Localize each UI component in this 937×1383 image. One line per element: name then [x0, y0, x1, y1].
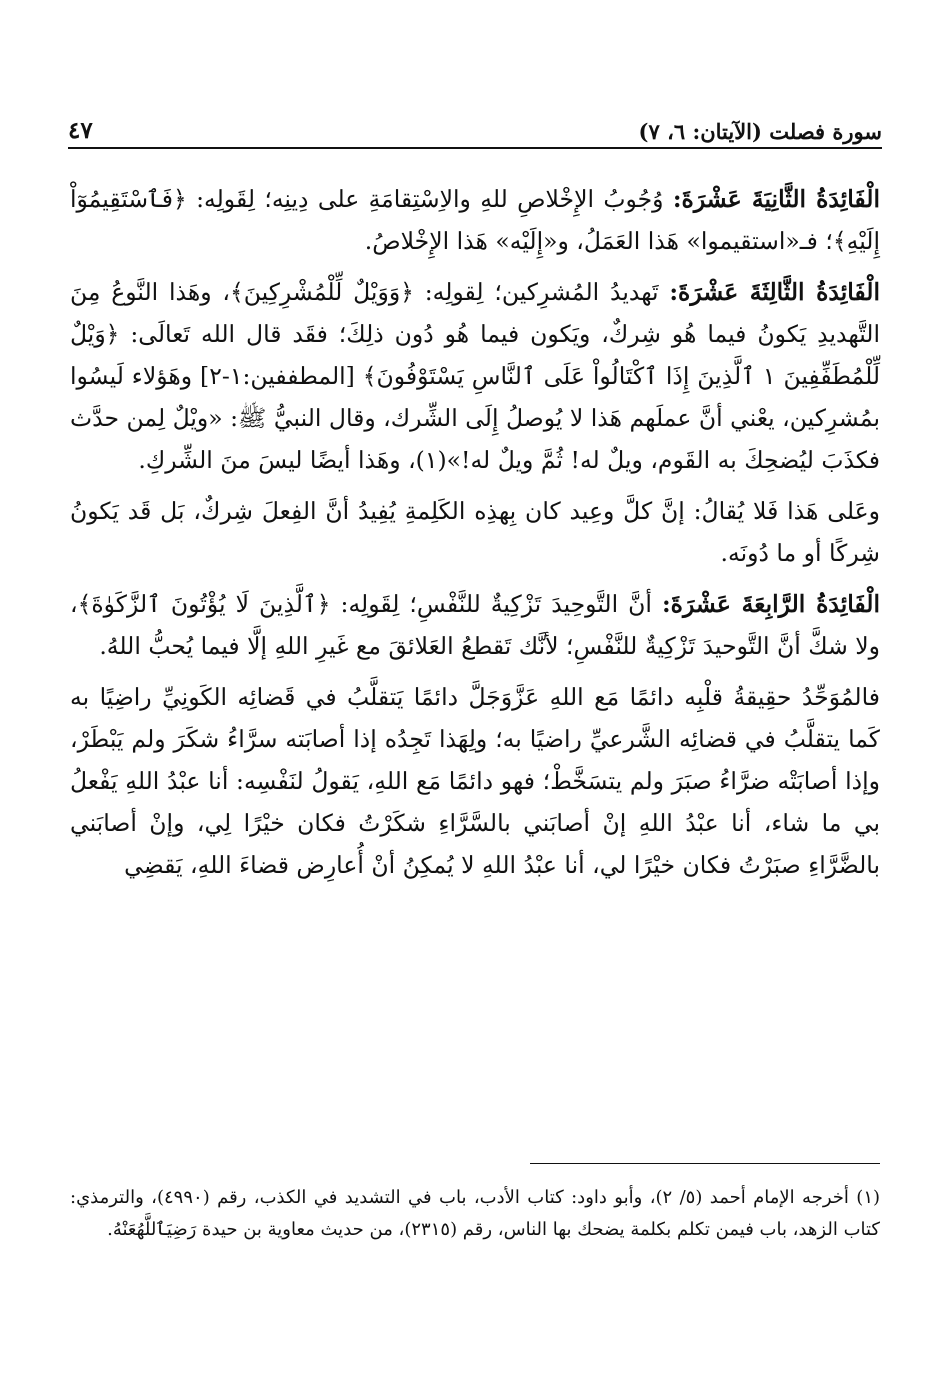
header-divider [68, 147, 882, 149]
paragraph-benefit-13 [70, 271, 880, 481]
paragraph-note [70, 490, 880, 574]
page-header [68, 114, 882, 144]
paragraph-continuation [70, 676, 880, 886]
paragraph-text: وعَلى هَذا فَلا يُقالُ: إنَّ كلَّ وعِيد كان بِهذِه الكَلِمةِ يُفِيدُ أنَّ الفِعلَ شِركٌ، بَل قَد يَكونُ شِركًا أو ما دُونَه. [70, 497, 880, 567]
paragraph-text: تَهديدُ المُشرِكين؛ لِقولِه: ﴿وَوَيْلٌ لِّلْمُشْرِكِينَ﴾، وهَذا النَّوعُ مِنَ التَّهديدِ يَكونُ فيما هُو شِركٌ، ويَكون فيما هُو دُون ذلِكَ؛ فقَد قال الله تَعالَى: ﴿وَيْلٌ لِّلْمُطَفِّفِينَ ١ ٱلَّذِينَ إِذَا ٱكْتَالُواْ عَلَى ٱلنَّاسِ يَسْتَوْفُونَ﴾ [المطففين:١-٢] وهَؤلاء لَيسُوا بمُشرِكين، يعْني أنَّ عملَهم هَذا لا يُوصلُ إِلَى الشِّرك، وقال النبيُّ ﷺ: «ويْلٌ لِمن حدَّث فكذَبَ ليُضحِكَ به القَوم، ويلٌ له! ثُمَّ ويلٌ له!»(١)، وهَذا أيضًا ليسَ منَ الشِّركِ. [70, 278, 881, 474]
footnote-1: (١) أخرجه الإمام أحمد (٥/ ٢)، وأبو داود: كتاب الأدب، باب في التشديد في الكذب، رقم (٤٩٩٠)، والترمذي: كتاب الزهد، باب فيمن تكلم بكلمة يضحك بها الناس، رقم (٢٣١٥)، من حديث معاوية بن حيدة رَضِيَٱللَّهُعَنْهُ. [70, 1187, 881, 1240]
paragraph-benefit-12 [70, 178, 880, 262]
footnotes [70, 1182, 880, 1246]
paragraph-heading: الْفَائِدَةُ الثَّالِثَةَ عَشْرَةَ: [669, 278, 880, 306]
paragraph-text: أنَّ التَّوحِيدَ تَزْكِيةٌ للنَّفْسِ؛ لِقَولِه: ﴿ٱلَّذِينَ لَا يُؤْتُونَ ٱلزَّكَوٰةَ﴾، ولا شكَّ أنَّ التَّوحيدَ تَزْكِيةٌ للنَّفْسِ؛ لأنَّك تَقطعُ العَلائقَ مع غَيرِ اللهِ إلَّا فيما يُحبُّ اللهُ. [70, 590, 880, 660]
paragraph-text: وُجُوبُ الإِخْلاصِ للهِ والاِسْتِقامَةِ على دِينِه؛ لِقَولِه: ﴿فَٱسْتَقِيمُوٓاْ إِلَيْهِ﴾؛ فـ«استقيموا» هَذا العَمَلُ، و«إِلَيْه» هَذا الإِخْلاصُ. [70, 185, 880, 255]
paragraph-benefit-14 [70, 583, 880, 667]
paragraph-heading: الْفَائِدَةُ الرَّابِعَةَ عَشْرَةَ: [661, 590, 880, 618]
paragraph-heading: الْفَائِدَةُ الثَّانِيَةَ عَشْرَةَ: [672, 185, 880, 213]
main-text [70, 178, 880, 895]
page-number: ٤٧ [68, 117, 93, 144]
footnote-divider [530, 1163, 880, 1164]
running-title: سورة فصلت (الآيتان: ٦، ٧) [638, 119, 882, 144]
paragraph-text: فالمُوَحِّدُ حقِيقةُ قلْبِه دائمًا مَع اللهِ عَزَّوَجَلَّ دائمًا يَتقلَّبُ في قَضائِه الكَونِيِّ راضِيًا به كَما يتقلَّبُ في قضائِه الشَّرعيِّ راضيًا به؛ ولِهَذا تَجِدُه إذا أصابَته سرَّاءُ شكَرَ ولم يَبْطَرْ، وإذا أصابَتْه ضرَّاءُ صبَرَ ولم يتسَخَّطْ؛ فهو دائمًا مَع اللهِ، يَقولُ لنَفْسِه: أنا عبْدُ اللهِ يَفْعلُ بي ما شاء، أنا عبْدُ اللهِ إنْ أصابَني بالسَّرَّاءِ شكَرْتُ فكان خيْرًا لِي، وإنْ أصابَني بالضَّرَّاءِ صبَرْتُ فكان خيْرًا لي، أنا عبْدُ اللهِ لا يُمكِنُ أنْ أُعارِض قضاءَ اللهِ، يَقضِي [70, 683, 880, 879]
